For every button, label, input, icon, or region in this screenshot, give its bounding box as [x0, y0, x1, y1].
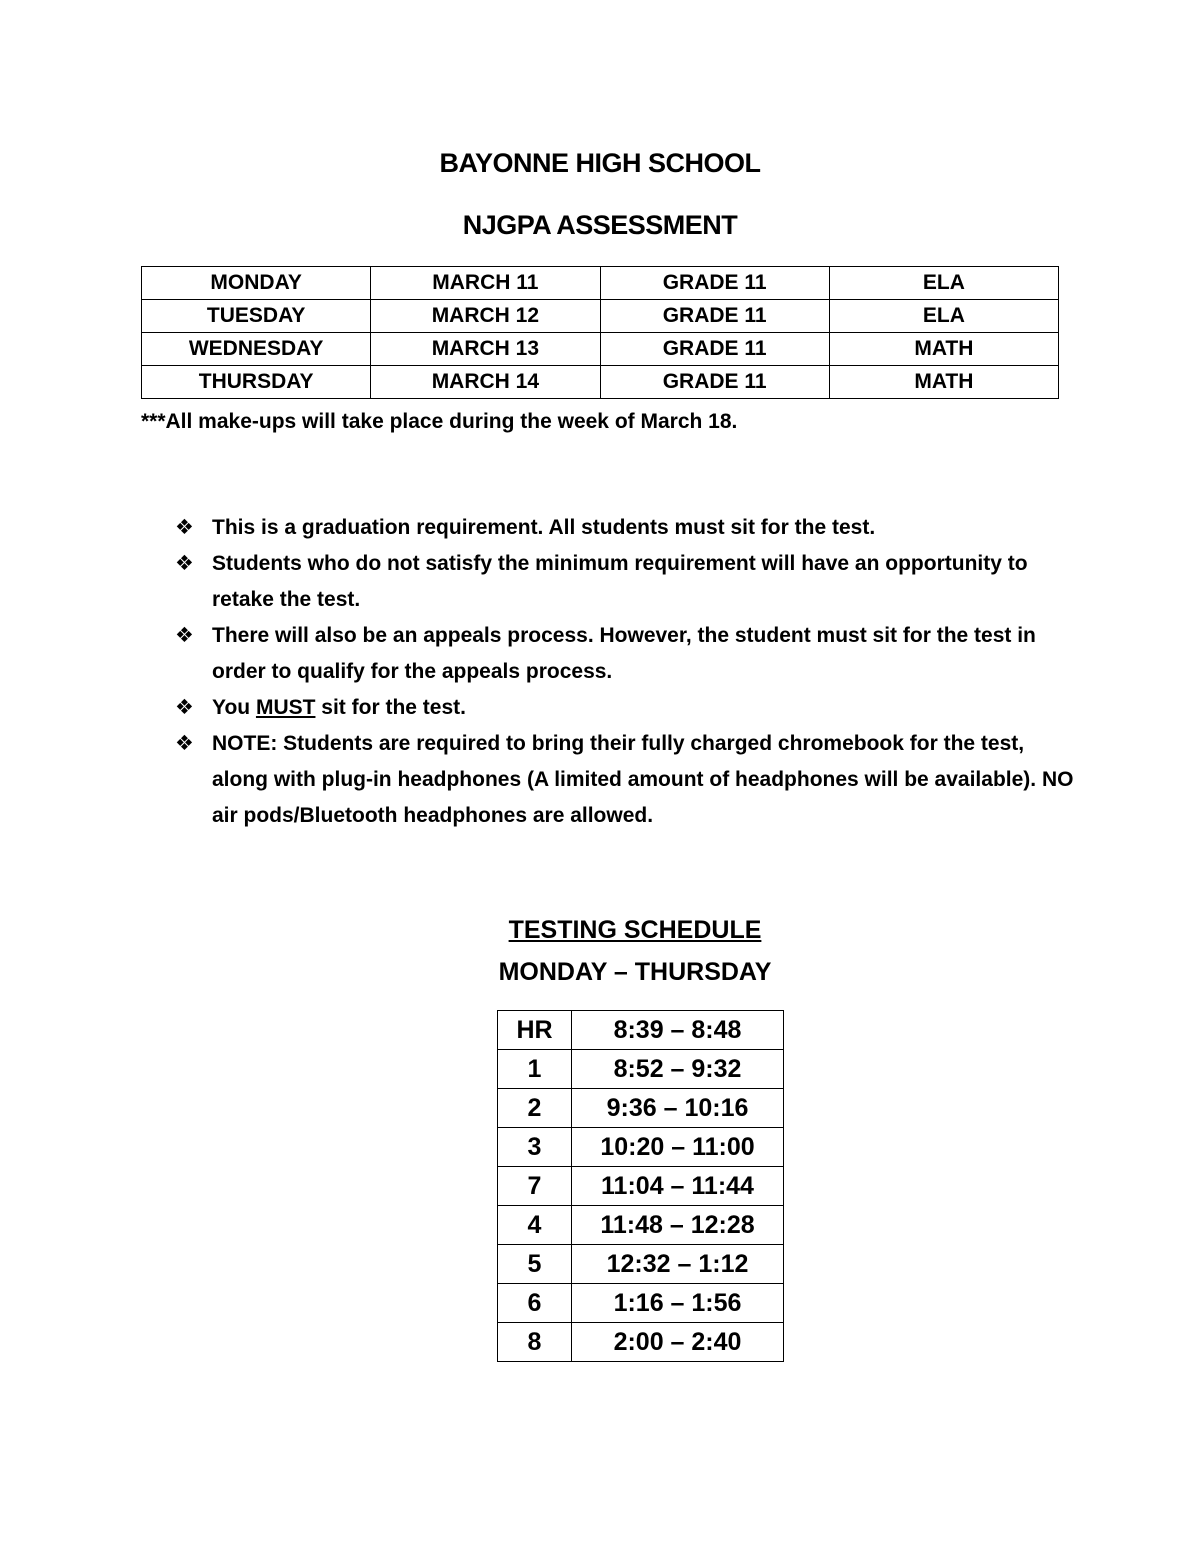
grade-cell: GRADE 11 — [600, 300, 829, 333]
table-row — [498, 1206, 784, 1245]
school-title: BAYONNE HIGH SCHOOL — [439, 148, 761, 178]
hour-cell: 8 — [498, 1323, 572, 1362]
table-row — [498, 1284, 784, 1323]
schedule-days: MONDAY – THURSDAY — [498, 958, 772, 986]
time-cell: 8:52 – 9:32 — [572, 1050, 784, 1089]
bullet-text: NOTE: Students are required to bring their fully charged chromebook for the test, along with plug-in headphones (A limited amount of headphones will be available). NO air pods/Bluetooth headphones are allowed. — [212, 732, 1074, 827]
date-cell: MARCH 13 — [371, 333, 600, 366]
subject-cell: MATH — [829, 333, 1058, 366]
bullet-text: This is a graduation requirement. All students must sit for the test. — [212, 516, 876, 539]
day-cell: MONDAY — [142, 267, 371, 300]
diamond-bullet-icon: ❖ — [175, 624, 194, 647]
bullet-text-post: sit for the test. — [315, 696, 466, 719]
diamond-bullet-icon: ❖ — [175, 732, 194, 755]
grade-cell: GRADE 11 — [600, 333, 829, 366]
list-item — [175, 510, 1075, 546]
time-cell: 1:16 – 1:56 — [572, 1284, 784, 1323]
time-cell: 12:32 – 1:12 — [572, 1245, 784, 1284]
table-row — [498, 1011, 784, 1050]
table-row — [498, 1245, 784, 1284]
date-cell: MARCH 14 — [371, 366, 600, 399]
table-row — [498, 1167, 784, 1206]
day-cell: WEDNESDAY — [142, 333, 371, 366]
subject-cell: ELA — [829, 267, 1058, 300]
hour-cell: 1 — [498, 1050, 572, 1089]
requirements-list — [175, 510, 1075, 834]
schedule-table — [497, 1010, 784, 1362]
date-cell: MARCH 12 — [371, 300, 600, 333]
day-cell: TUESDAY — [142, 300, 371, 333]
table-row — [498, 1050, 784, 1089]
emphasis-must: MUST — [255, 696, 316, 719]
grade-cell: GRADE 11 — [600, 366, 829, 399]
diamond-bullet-icon: ❖ — [175, 552, 194, 575]
table-row — [498, 1128, 784, 1167]
diamond-bullet-icon: ❖ — [175, 516, 194, 539]
table-row — [142, 333, 1059, 366]
diamond-bullet-icon: ❖ — [175, 696, 194, 719]
hour-cell: 5 — [498, 1245, 572, 1284]
hour-cell: 3 — [498, 1128, 572, 1167]
hour-cell: 6 — [498, 1284, 572, 1323]
hour-header-cell: HR — [498, 1011, 572, 1050]
time-cell: 11:04 – 11:44 — [572, 1167, 784, 1206]
test-dates-table — [141, 266, 1059, 399]
hour-cell: 2 — [498, 1089, 572, 1128]
table-row — [498, 1089, 784, 1128]
time-cell: 2:00 – 2:40 — [572, 1323, 784, 1362]
table-row — [142, 300, 1059, 333]
schedule-title: TESTING SCHEDULE — [508, 916, 762, 944]
grade-cell: GRADE 11 — [600, 267, 829, 300]
makeup-note: ***All make-ups will take place during the week of March 18. — [141, 410, 738, 433]
bullet-text: Students who do not satisfy the minimum requirement will have an opportunity to retake the test. — [212, 552, 1028, 611]
time-cell: 11:48 – 12:28 — [572, 1206, 784, 1245]
table-row — [142, 366, 1059, 399]
date-cell: MARCH 11 — [371, 267, 600, 300]
list-item — [175, 546, 1075, 618]
bullet-text-pre: You — [212, 696, 256, 719]
hour-cell: 7 — [498, 1167, 572, 1206]
table-row — [142, 267, 1059, 300]
assessment-title: NJGPA ASSESSMENT — [462, 210, 738, 240]
subject-cell: ELA — [829, 300, 1058, 333]
list-item — [175, 618, 1075, 690]
time-cell: 9:36 – 10:16 — [572, 1089, 784, 1128]
hour-cell: 4 — [498, 1206, 572, 1245]
day-cell: THURSDAY — [142, 366, 371, 399]
subject-cell: MATH — [829, 366, 1058, 399]
time-cell: 8:39 – 8:48 — [572, 1011, 784, 1050]
bullet-text: There will also be an appeals process. However, the student must sit for the test in order to qualify for the appeals process. — [212, 624, 1036, 683]
table-row — [498, 1323, 784, 1362]
list-item — [175, 690, 1075, 726]
time-cell: 10:20 – 11:00 — [572, 1128, 784, 1167]
list-item — [175, 726, 1075, 834]
